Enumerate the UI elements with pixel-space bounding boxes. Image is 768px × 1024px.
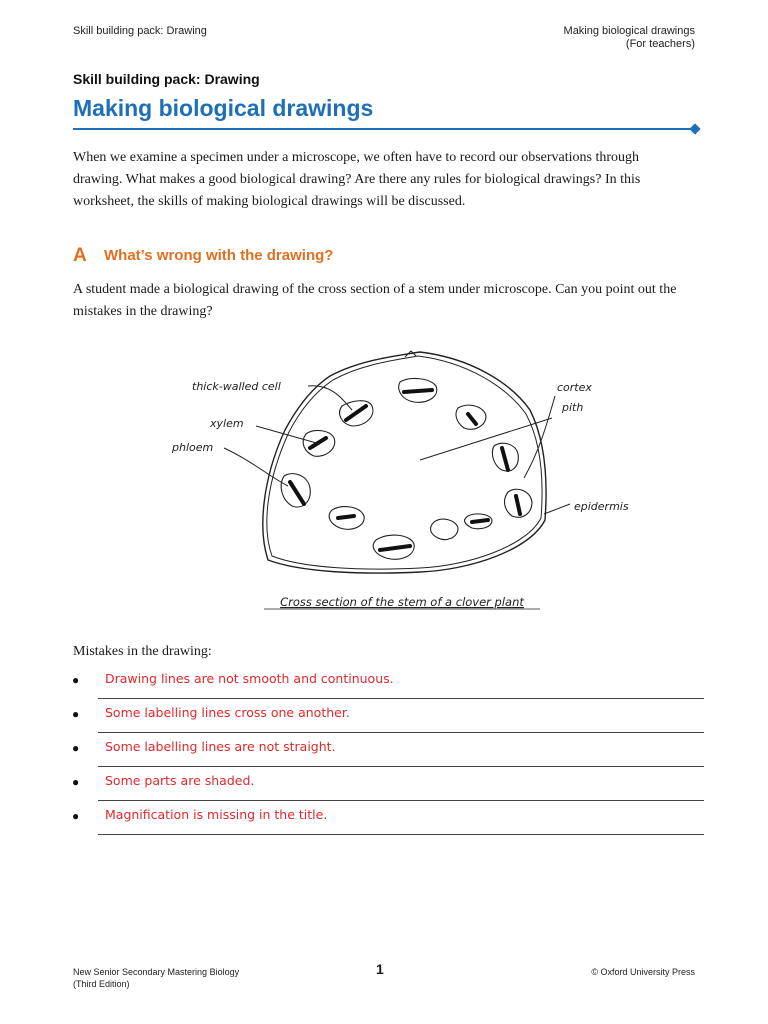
footer-book-title xyxy=(73,966,239,990)
title-rule xyxy=(73,128,693,130)
label-phloem: phloem xyxy=(172,441,214,454)
list-item xyxy=(72,733,704,767)
running-header-right xyxy=(455,25,695,51)
diamond-icon xyxy=(689,123,700,134)
mistake-answer: Some parts are shaded. xyxy=(105,773,255,788)
list-item xyxy=(72,665,704,699)
stem-cross-section-figure xyxy=(0,330,768,620)
list-item xyxy=(72,801,704,835)
vascular-bundles xyxy=(281,379,532,560)
mistakes-heading: Mistakes in the drawing: xyxy=(73,644,212,659)
bullet-icon: ● xyxy=(72,775,80,789)
label-pith: pith xyxy=(562,401,584,414)
label-cortex: cortex xyxy=(557,381,592,394)
running-header-right-line2: (For teachers) xyxy=(625,38,695,50)
label-epidermis: epidermis xyxy=(574,500,629,513)
mistakes-list xyxy=(72,665,704,835)
page-title: Making biological drawings xyxy=(73,95,374,121)
running-header-right-line1: Making biological drawings xyxy=(563,25,695,37)
bullet-icon: ● xyxy=(72,673,80,687)
pack-subtitle: Skill building pack: Drawing xyxy=(73,71,260,87)
mistake-answer: Some labelling lines cross one another. xyxy=(105,705,350,720)
list-item xyxy=(72,767,704,801)
list-item xyxy=(72,699,704,733)
mistake-answer: Drawing lines are not smooth and continuous. xyxy=(105,671,394,686)
label-thick-walled-cell: thick-walled cell xyxy=(192,380,281,393)
label-xylem: xylem xyxy=(210,417,244,430)
section-letter: A xyxy=(73,245,87,266)
section-question: A student made a biological drawing of the cross section of a stem under microscope. Can you point out the mistakes in the drawing? xyxy=(73,282,677,319)
section-title: What’s wrong with the drawing? xyxy=(104,247,334,264)
page-number: 1 xyxy=(376,961,384,977)
footer-publisher: © Oxford University Press xyxy=(591,967,695,977)
bullet-icon: ● xyxy=(72,707,80,721)
running-header-left: Skill building pack: Drawing xyxy=(73,25,207,37)
intro-paragraph: When we examine a specimen under a microscope, we often have to record our observations through drawing. What makes a good biological drawing? Are there any rules for biological drawings? In this worksheet, the skills of making biological drawings will be discussed. xyxy=(73,150,641,209)
footer-book-line2: (Third Edition) xyxy=(73,979,130,989)
mistake-answer: Some labelling lines are not straight. xyxy=(105,739,336,754)
mistake-answer: Magnification is missing in the title. xyxy=(105,807,328,822)
bullet-icon: ● xyxy=(72,809,80,823)
bullet-icon: ● xyxy=(72,741,80,755)
footer-book-line1: New Senior Secondary Mastering Biology xyxy=(73,967,240,977)
figure-caption: Cross section of the stem of a clover plant xyxy=(280,595,524,609)
